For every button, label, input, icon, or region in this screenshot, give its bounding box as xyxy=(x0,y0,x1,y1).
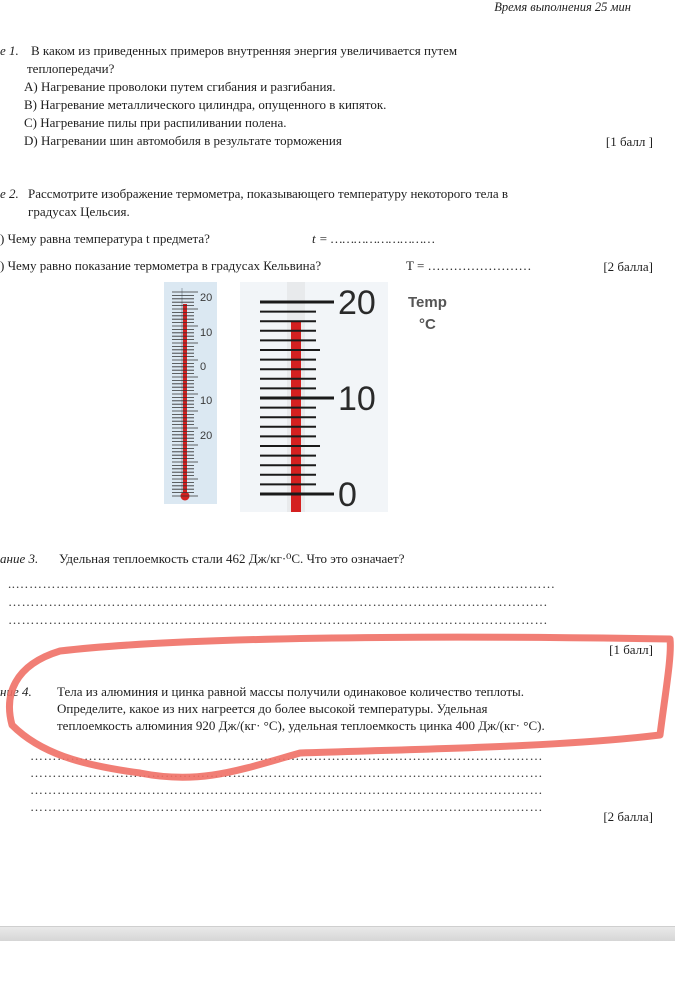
task-4-question: Тела из алюминия и цинка равной массы получили одинаковое количество теплоты. xyxy=(57,684,524,699)
task-2-question-cont: градусах Цельсия. xyxy=(28,204,130,219)
task-4-answer-line[interactable]: …………………………………………………………………………………………………… xyxy=(30,748,543,763)
task-1-number: е 1. xyxy=(0,43,19,58)
task-2-part-b: ) Чему равно показание термометра в градусах Кельвина? xyxy=(0,258,322,273)
temperature-legend xyxy=(408,292,447,336)
thermo-large-label-20: 20 xyxy=(338,284,376,322)
red-marker-circle-annotation xyxy=(0,625,675,800)
task-3-points: [1 балл] xyxy=(609,642,653,657)
task-2-part-a-answer: t = ……………………… xyxy=(312,231,435,246)
exam-time-header: Время выполнения 25 мин xyxy=(494,0,631,14)
task-4-question-cont-2: теплоемкость алюминия 920 Дж/(кг· °С), удельная теплоемкость цинка 400 Дж/(кг· °С). xyxy=(57,718,545,733)
task-1-option-b: B) Нагревание металлического цилиндра, опущенного в кипяток. xyxy=(24,97,387,112)
thermo-small-label-0: 0 xyxy=(200,361,207,373)
task-3-number: ание 3. xyxy=(0,551,39,566)
temperature-legend-title: Temp xyxy=(408,294,447,311)
task-2-part-a: ) Чему равна температура t предмета? xyxy=(0,231,210,246)
temperature-legend-unit: °C xyxy=(419,316,436,333)
task-3-answer-line[interactable]: ..………………………………………………………………………………………………………… xyxy=(8,576,556,591)
task-4-answer-line[interactable]: …………………………………………………………………………………………………… xyxy=(30,799,543,814)
thermo-small-label-20: 20 xyxy=(200,292,213,304)
task-2-question: Рассмотрите изображение термометра, показывающего температуру некоторого тела в xyxy=(28,186,509,201)
task-4-answer-line[interactable]: …………………………………………………………………………………………………… xyxy=(30,765,543,780)
thermo-small-label-minus-20: 20 xyxy=(200,430,213,442)
task-1-option-a: A) Нагревание проволоки путем сгибания и разгибания. xyxy=(24,79,336,94)
thermometer-small-image xyxy=(164,282,217,504)
task-1-question-cont: теплопередачи? xyxy=(27,61,115,76)
task-1-option-d: D) Нагревании шин автомобиля в результате торможения xyxy=(24,133,342,148)
task-2-number: е 2. xyxy=(0,186,19,201)
task-3-answer-line[interactable]: ………………………………………………………………………………………………………… xyxy=(8,594,548,609)
task-4-answer-line[interactable]: …………………………………………………………………………………………………… xyxy=(30,782,543,797)
thermo-small-label-minus-10: 10 xyxy=(200,395,213,407)
task-2-part-b-answer: T = …………………… xyxy=(406,258,532,273)
task-4-question-cont-1: Определите, какое из них нагреется до более высокой температуры. Удельная xyxy=(57,701,488,716)
thermometer-large-image xyxy=(240,282,388,512)
thermo-large-label-10: 10 xyxy=(338,380,376,418)
thermo-large-label-0: 0 xyxy=(338,476,357,514)
task-3-answer-line[interactable]: ………………………………………………………………………………………………………… xyxy=(8,612,548,627)
task-3-question: Удельная теплоемкость стали 462 Дж/кг·⁰С. Что это означает? xyxy=(59,551,405,566)
page-bottom-bar xyxy=(0,926,675,941)
task-1-points: [1 балл ] xyxy=(605,134,653,149)
task-2-points: [2 балла] xyxy=(603,259,653,274)
task-4-number: ние 4. xyxy=(0,684,32,699)
thermo-small-label-10: 10 xyxy=(200,327,213,339)
task-1-question: В каком из приведенных примеров внутренняя энергия увеличивается путем xyxy=(31,43,458,58)
task-1-option-c: C) Нагревание пилы при распиливании полена. xyxy=(24,115,287,130)
task-4-points: [2 балла] xyxy=(603,809,653,824)
